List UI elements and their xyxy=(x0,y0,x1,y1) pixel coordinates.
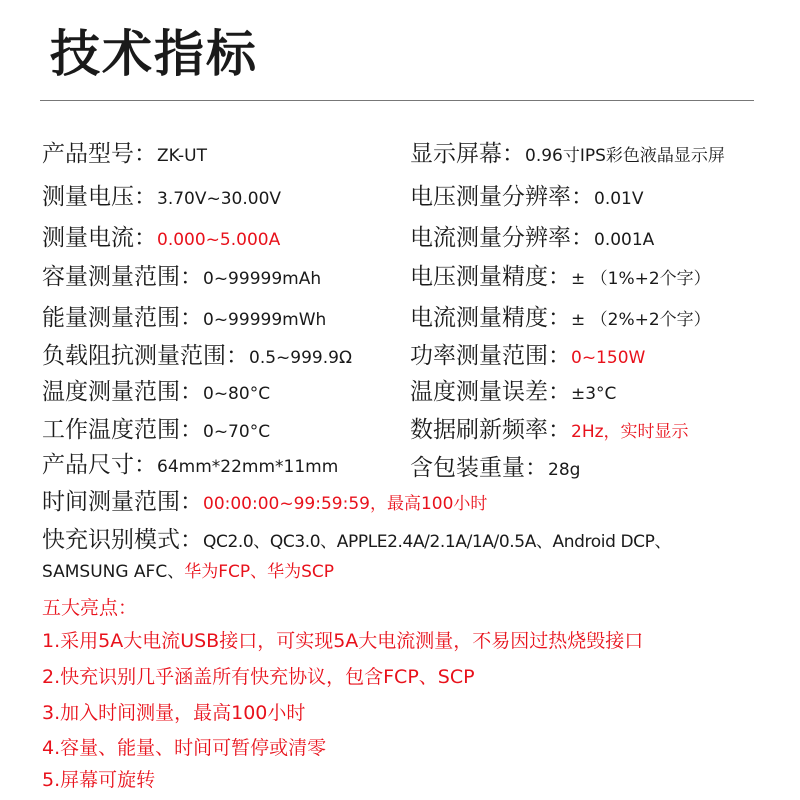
spec-label: 温度测量范围： xyxy=(42,379,203,405)
spec-display xyxy=(410,139,725,171)
spec-value: 0~150W xyxy=(571,348,646,368)
spec-value: 0.96寸IPS彩色液晶显示屏 xyxy=(525,146,725,166)
spec-current-resolution xyxy=(410,223,654,255)
spec-current-accuracy xyxy=(410,303,711,335)
spec-label: 时间测量范围： xyxy=(42,489,203,515)
spec-value: 0~99999mWh xyxy=(203,310,327,330)
highlight-item: 1.采用5A大电流USB接口，可实现5A大电流测量，不易因过热烧毁接口 xyxy=(42,630,644,652)
spec-label: 电压测量精度： xyxy=(410,264,571,290)
spec-label: 负载阻抗测量范围： xyxy=(42,343,249,369)
spec-label: 工作温度范围： xyxy=(42,417,203,443)
spec-label: 容量测量范围： xyxy=(42,264,203,290)
spec-value: ZK-UT xyxy=(157,146,207,166)
spec-value: 0~99999mAh xyxy=(203,269,322,289)
highlight-item: 2.快充识别几乎涵盖所有快充协议，包含FCP、SCP xyxy=(42,666,475,688)
spec-capacity-range xyxy=(42,262,321,294)
spec-label: 含包装重量： xyxy=(410,455,548,481)
spec-value: 3.70V~30.00V xyxy=(157,189,282,209)
page-title: 技术指标 xyxy=(50,25,258,83)
spec-model xyxy=(42,139,207,171)
spec-refresh-rate xyxy=(410,415,689,447)
spec-temp-range xyxy=(42,377,270,409)
spec-value: QC2.0、QC3.0、APPLE2.4A/2.1A/1A/0.5A、Android DCP、 xyxy=(203,532,672,552)
spec-time-range xyxy=(42,487,487,519)
spec-label: 产品尺寸： xyxy=(42,452,157,478)
spec-dimensions xyxy=(42,450,338,482)
spec-value: 0.001A xyxy=(594,230,655,250)
highlight-item: 5.屏幕可旋转 xyxy=(42,769,156,791)
highlight-item: 3.加入时间测量，最高100小时 xyxy=(42,702,306,724)
spec-value: SAMSUNG AFC、 xyxy=(42,562,185,582)
spec-value: 0.000~5.000A xyxy=(157,230,281,250)
spec-value: 0~70°C xyxy=(203,422,271,442)
spec-fast-charge xyxy=(42,525,671,557)
spec-impedance-range xyxy=(42,341,352,373)
spec-label: 功率测量范围： xyxy=(410,343,571,369)
spec-voltage xyxy=(42,182,281,214)
spec-label: 能量测量范围： xyxy=(42,305,203,331)
spec-value: ±3°C xyxy=(571,384,617,404)
spec-temp-error xyxy=(410,377,616,409)
spec-label: 电流测量分辨率： xyxy=(410,225,594,251)
spec-value: 28g xyxy=(548,460,581,480)
spec-fast-charge-continued xyxy=(42,557,334,587)
spec-label: 电流测量精度： xyxy=(410,305,571,331)
spec-operating-temp xyxy=(42,415,270,447)
highlight-item: 4.容量、能量、时间可暂停或清零 xyxy=(42,737,327,759)
spec-weight xyxy=(410,453,580,485)
spec-value: 2Hz，实时显示 xyxy=(571,422,689,442)
spec-value: 0.01V xyxy=(594,189,644,209)
title-divider xyxy=(40,100,754,101)
spec-label: 温度测量误差： xyxy=(410,379,571,405)
spec-value: 0~80°C xyxy=(203,384,271,404)
spec-value: ± （1%+2个字） xyxy=(571,269,711,289)
spec-voltage-accuracy xyxy=(410,262,711,294)
spec-current xyxy=(42,223,280,255)
spec-value: 0.5~999.9Ω xyxy=(249,348,352,368)
spec-voltage-resolution xyxy=(410,182,643,214)
spec-value-highlight: 华为FCP、华为SCP xyxy=(184,562,335,582)
spec-energy-range xyxy=(42,303,326,335)
spec-label: 电压测量分辨率： xyxy=(410,184,594,210)
spec-power-range xyxy=(410,341,645,373)
spec-value: ± （2%+2个字） xyxy=(571,310,711,330)
spec-value: 64mm*22mm*11mm xyxy=(157,457,339,477)
spec-label: 测量电压： xyxy=(42,184,157,210)
spec-label: 测量电流： xyxy=(42,225,157,251)
highlights-heading: 五大亮点： xyxy=(42,597,138,619)
spec-label: 显示屏幕： xyxy=(410,141,525,167)
spec-value: 00:00:00~99:59:59，最高100小时 xyxy=(203,494,488,514)
spec-label: 产品型号： xyxy=(42,141,157,167)
spec-label: 数据刷新频率： xyxy=(410,417,571,443)
spec-label: 快充识别模式： xyxy=(42,527,203,553)
